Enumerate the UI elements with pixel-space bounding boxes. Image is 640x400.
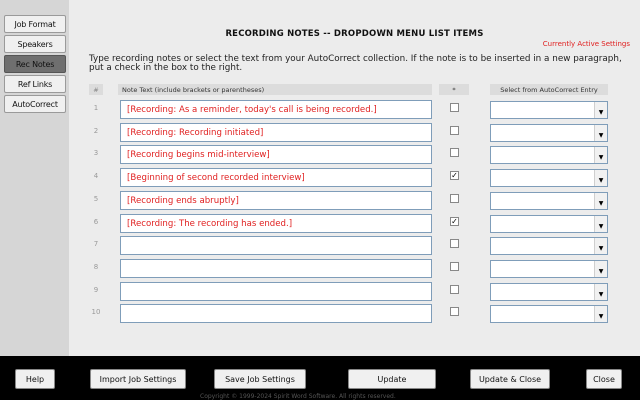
autocorrect-select[interactable] <box>490 101 608 119</box>
note-text-field[interactable] <box>120 236 432 255</box>
row-number: 9 <box>93 285 99 294</box>
sidebar-item-label: Ref Links <box>17 79 53 89</box>
table-row <box>69 168 640 190</box>
column-header-note-text: Note Text (include brackets or parentheses) <box>118 84 432 95</box>
sidebar-item-ref-links[interactable] <box>4 75 66 93</box>
import-job-settings-button[interactable]: Import Job Settings <box>90 369 186 389</box>
help-button[interactable]: Help <box>15 369 55 389</box>
row-number: 8 <box>93 262 99 271</box>
new-paragraph-checkbox[interactable] <box>450 148 459 157</box>
new-paragraph-checkbox[interactable] <box>450 194 459 203</box>
autocorrect-select[interactable] <box>490 237 608 255</box>
active-settings-label: Currently Active Settings <box>542 40 630 48</box>
column-header-autocorrect: Select from AutoCorrect Entry <box>490 84 608 95</box>
sidebar-item-autocorrect[interactable] <box>4 95 66 113</box>
sidebar <box>0 0 69 356</box>
sidebar-item-rec-notes[interactable] <box>4 55 66 73</box>
chevron-down-icon[interactable]: ▼ <box>594 125 607 141</box>
autocorrect-select[interactable] <box>490 305 608 323</box>
main-panel <box>69 0 640 356</box>
table-row <box>69 123 640 145</box>
column-header-paragraph: * <box>439 84 469 95</box>
sidebar-item-job-format[interactable] <box>4 15 66 33</box>
sidebar-item-label: Job Format <box>14 19 56 29</box>
table-row <box>69 191 640 213</box>
new-paragraph-checkbox[interactable] <box>450 103 459 112</box>
chevron-down-icon[interactable]: ▼ <box>594 193 607 209</box>
chevron-down-icon[interactable]: ▼ <box>594 261 607 277</box>
save-job-settings-button[interactable]: Save Job Settings <box>214 369 306 389</box>
note-text-field[interactable]: [Recording ends abruptly] <box>120 191 432 210</box>
new-paragraph-checkbox[interactable]: ✓ <box>451 171 458 181</box>
autocorrect-select[interactable] <box>490 215 608 233</box>
sidebar-item-speakers[interactable] <box>4 35 66 53</box>
row-number: 1 <box>93 104 99 112</box>
close-button[interactable]: Close <box>586 369 622 389</box>
autocorrect-select[interactable] <box>490 283 608 301</box>
chevron-down-icon[interactable]: ▼ <box>594 238 607 254</box>
update-button[interactable]: Update <box>348 369 436 389</box>
new-paragraph-checkbox[interactable] <box>450 126 459 135</box>
table-row <box>69 236 640 258</box>
page-title: RECORDING NOTES -- DROPDOWN MENU LIST ITEMS <box>225 29 484 39</box>
row-number: 2 <box>93 126 99 135</box>
new-paragraph-checkbox[interactable] <box>450 307 459 316</box>
update-close-button[interactable]: Update & Close <box>470 369 550 389</box>
note-text-field[interactable] <box>120 282 432 301</box>
chevron-down-icon[interactable]: ▼ <box>594 284 607 300</box>
note-text-field[interactable]: [Recording: The recording has ended.] <box>120 214 432 233</box>
new-paragraph-checkbox[interactable]: ✓ <box>451 216 458 226</box>
autocorrect-select[interactable] <box>490 146 608 164</box>
row-number: 7 <box>93 240 99 249</box>
autocorrect-select[interactable] <box>490 260 608 278</box>
new-paragraph-checkbox[interactable] <box>450 285 459 294</box>
chevron-down-icon[interactable]: ▼ <box>594 306 607 322</box>
note-text-field[interactable]: [Beginning of second recorded interview] <box>120 168 432 187</box>
note-text-field[interactable]: [Recording begins mid-interview] <box>120 145 432 164</box>
table-row <box>69 304 640 326</box>
row-number: 5 <box>93 194 99 203</box>
chevron-down-icon[interactable]: ▼ <box>594 102 607 118</box>
table-row <box>69 100 640 122</box>
chevron-down-icon[interactable]: ▼ <box>594 147 607 163</box>
autocorrect-select[interactable] <box>490 169 608 187</box>
new-paragraph-checkbox[interactable] <box>450 262 459 271</box>
sidebar-item-label: AutoCorrect <box>12 99 58 109</box>
sidebar-item-label: Rec Notes <box>15 59 55 69</box>
copyright-text: Copyright © 1999-2024 Spirit Word Software. All rights reserved. <box>200 393 396 400</box>
row-number: 3 <box>93 149 99 158</box>
autocorrect-select[interactable] <box>490 192 608 210</box>
table-row <box>69 145 640 167</box>
note-text-field[interactable] <box>120 259 432 278</box>
row-number: 6 <box>93 217 99 226</box>
column-header-num: # <box>89 84 103 95</box>
table-row <box>69 214 640 236</box>
note-text-field[interactable]: [Recording: Recording initiated] <box>120 123 432 142</box>
table-row <box>69 259 640 281</box>
chevron-down-icon[interactable]: ▼ <box>594 170 607 186</box>
table-row <box>69 282 640 304</box>
autocorrect-select[interactable] <box>490 124 608 142</box>
row-number: 4 <box>93 172 99 181</box>
chevron-down-icon[interactable]: ▼ <box>594 216 607 232</box>
sidebar-item-label: Speakers <box>17 39 53 49</box>
note-text-field[interactable]: [Recording: As a reminder, today's call is being recorded.] <box>120 100 432 119</box>
new-paragraph-checkbox[interactable] <box>450 239 459 248</box>
instructions-text: Type recording notes or select the text from your AutoCorrect collection. If the note is to be inserted in a new paragraph, put a check in the box to the right. <box>89 54 622 73</box>
note-text-field[interactable] <box>120 304 432 323</box>
row-number: 10 <box>91 308 101 317</box>
